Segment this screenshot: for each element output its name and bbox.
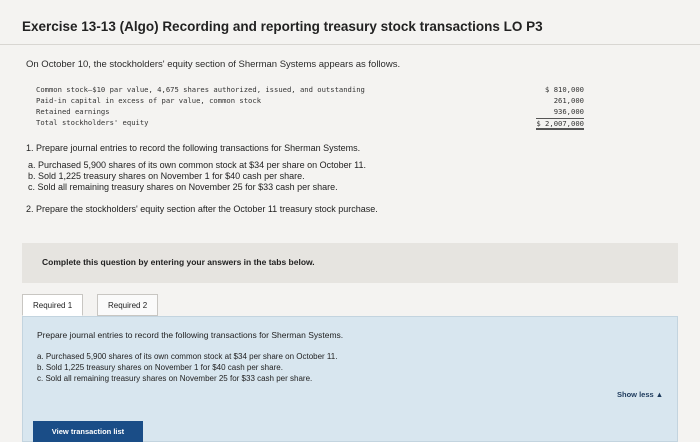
equity-label: Retained earnings xyxy=(36,107,110,116)
show-less-link[interactable]: Show less ▲ xyxy=(617,390,664,399)
intro-text: On October 10, the stockholders' equity section of Sherman Systems appears as follows. xyxy=(26,59,401,70)
tab-required-2[interactable]: Required 2 xyxy=(97,294,158,316)
panel-lead: Prepare journal entries to record the following transactions for Sherman Systems. xyxy=(37,330,344,340)
equity-row-retained-earnings xyxy=(36,106,584,117)
equity-label: Paid-in capital in excess of par value, common stock xyxy=(36,96,262,105)
equity-row-paid-in-capital xyxy=(36,95,584,106)
panel-items xyxy=(37,351,337,384)
question-1-item-a: a. Purchased 5,900 shares of its own common stock at $34 per share on October 11. xyxy=(28,160,367,170)
equity-row-common-stock xyxy=(36,84,584,95)
equity-amount: $ 810,000 xyxy=(545,85,584,94)
tab-required-1[interactable]: Required 1 xyxy=(22,294,83,316)
panel-item-c: c. Sold all remaining treasury shares on November 25 for $33 cash per share. xyxy=(37,374,313,383)
view-transaction-list-button[interactable]: View transaction list xyxy=(33,421,143,442)
exercise-title: Exercise 13-13 (Algo) Recording and reporting treasury stock transactions LO P3 xyxy=(22,19,543,34)
equity-label: Common stock—$10 par value, 4,675 shares authorized, issued, and outstanding xyxy=(36,85,365,94)
panel-item-b: b. Sold 1,225 treasury shares on November 1 for $40 cash per share. xyxy=(37,363,283,372)
complete-notice: Complete this question by entering your answers in the tabs below. xyxy=(42,257,315,267)
tab-bar xyxy=(22,294,678,316)
equity-amount: 936,000 xyxy=(553,107,584,116)
equity-amount: 261,000 xyxy=(553,96,584,105)
question-2: 2. Prepare the stockholders' equity section after the October 11 treasury stock purchase. xyxy=(26,204,378,214)
question-1-item-b: b. Sold 1,225 treasury shares on November 1 for $40 cash per share. xyxy=(28,171,305,181)
panel-item-a: a. Purchased 5,900 shares of its own common stock at $34 per share on October 11. xyxy=(37,352,338,361)
equity-row-total xyxy=(36,117,584,128)
title-divider xyxy=(0,44,700,45)
equity-label: Total stockholders' equity xyxy=(36,118,149,127)
equity-amount: $ 2,007,000 xyxy=(536,119,584,128)
instructions xyxy=(26,143,486,221)
equity-section xyxy=(36,84,584,128)
complete-notice-box xyxy=(22,243,678,283)
question-1: 1. Prepare journal entries to record the following transactions for Sherman Systems. xyxy=(26,143,361,153)
question-1-item-c: c. Sold all remaining treasury shares on November 25 for $33 cash per share. xyxy=(28,182,338,192)
